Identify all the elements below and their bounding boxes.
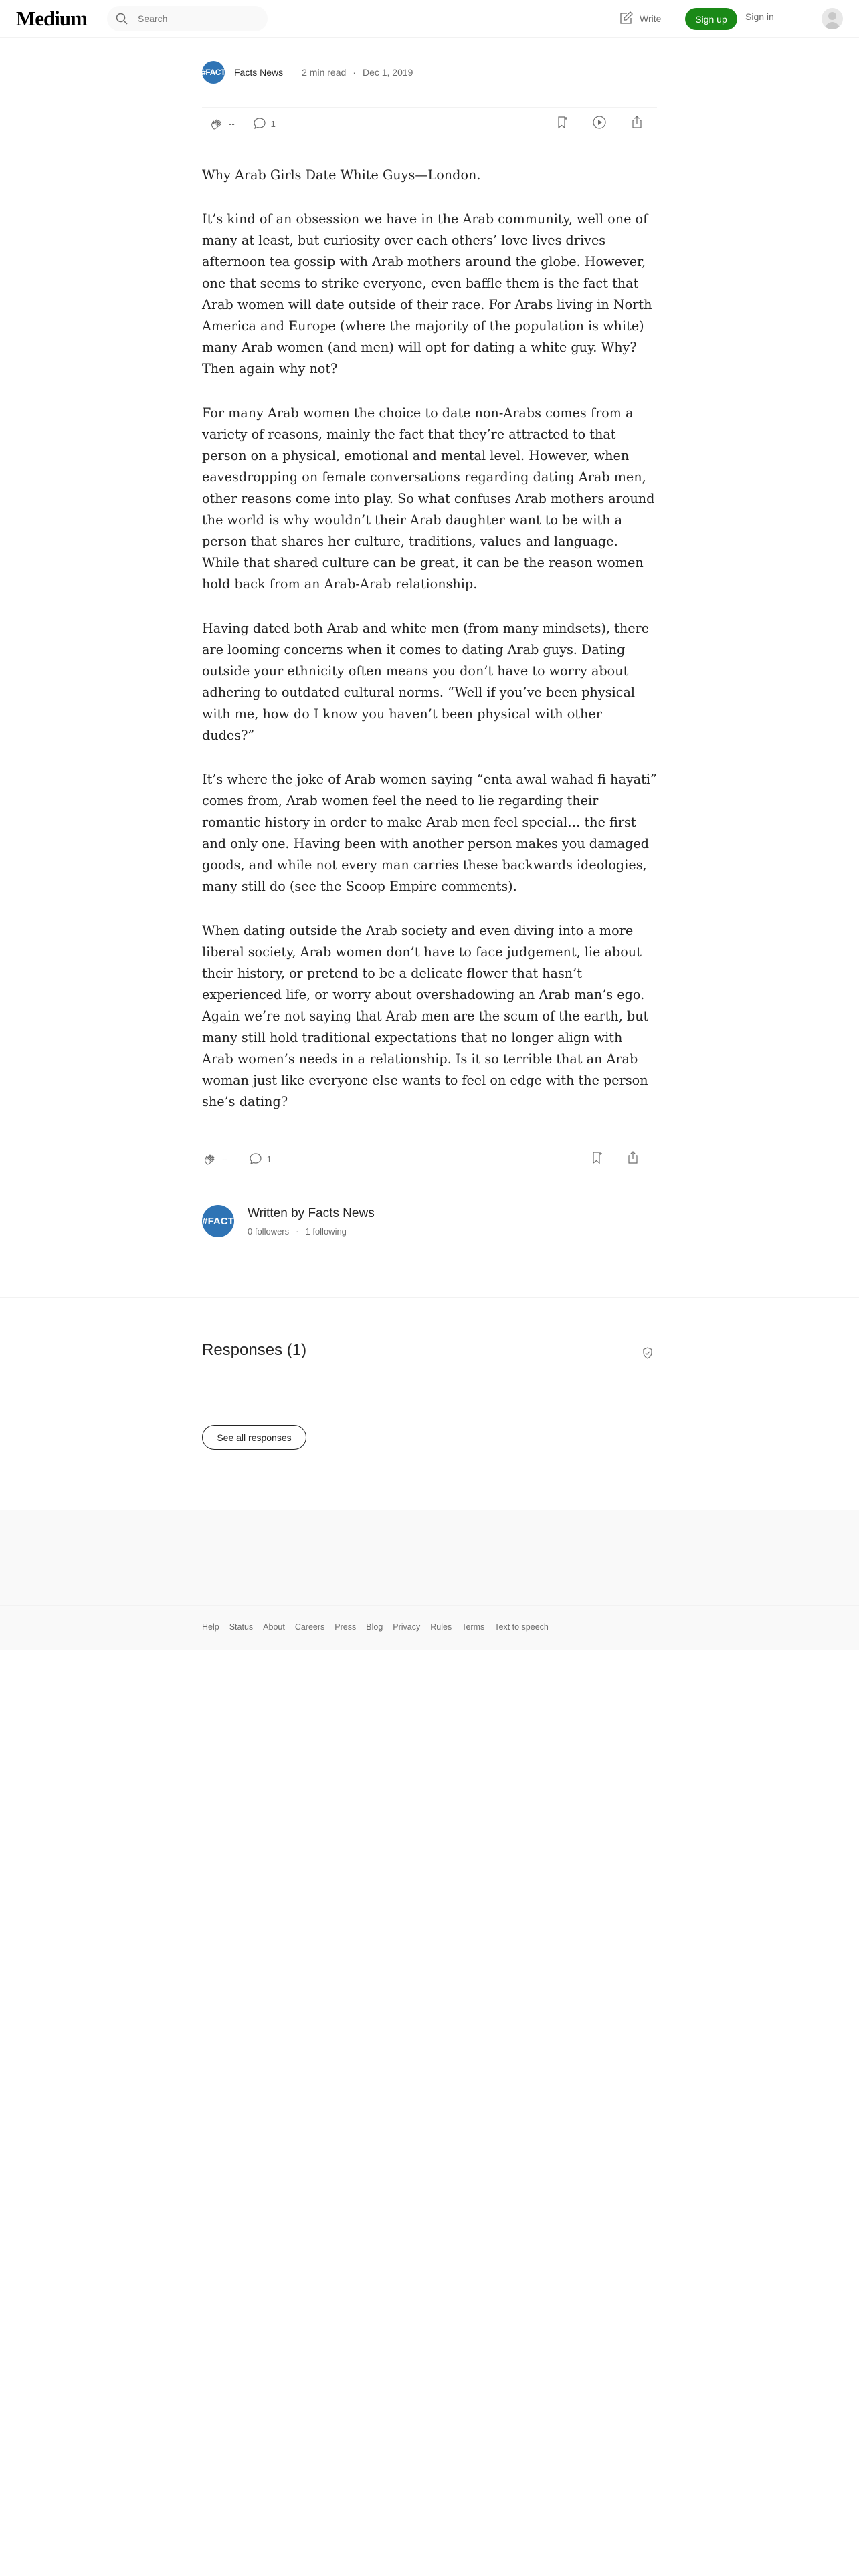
clap-icon [209, 116, 225, 132]
right-actions [554, 114, 645, 134]
author-avatar[interactable]: #FACT [202, 61, 225, 84]
footer [0, 1605, 859, 1650]
article-paragraph: Why Arab Girls Date White Guys—London. [202, 167, 481, 183]
article-paragraph: Having dated both Arab and white men (from many mindsets), there are looming concerns when it comes to dating Arab guys. Dating outside your ethnicity often means you don’t have to worry about adhering to outdated cultural norms. “Well if you’ve been physical with me, how do I know you haven’t been physical with other dudes?” [202, 621, 650, 743]
article-paragraph: It’s where the joke of Arab women saying “enta awal wahad fi hayati” comes from, Arab women feel the need to lie regarding their romantic history in order to make Arab men feel special… the first and only one. Having been with another person makes you damaged goods, and while not every man carries these backwards ideologies, many still do (see the Scoop Empire comments). [202, 772, 657, 894]
see-all-responses-button[interactable]: See all responses [202, 1425, 306, 1450]
author-stats [248, 1226, 375, 1237]
article-paragraph: When dating outside the Arab society and even diving into a more liberal society, Arab women don’t have to face judgement, lie about their history, or pretend to be a delicate flower that hasn’t experienced life, or worry about overshadowing an Arab man’s ego. Again we’re not saying that Arab men are the scum of the earth, but many still hold traditional expectations that no longer align with Arab women’s needs in a relationship. Is it so terrible that an Arab woman just like everyone else wants to feel on edge with the person she’s dating? [202, 923, 649, 1109]
comment-icon [252, 116, 267, 131]
footer-link-press[interactable]: Press [335, 1622, 357, 1632]
footer-link-help[interactable]: Help [202, 1622, 219, 1632]
write-label: Write [640, 13, 662, 24]
footer-link-about[interactable]: About [263, 1622, 285, 1632]
responses-title: Responses (1) [202, 1341, 307, 1359]
write-icon [618, 10, 634, 28]
following-count[interactable]: 1 following [305, 1226, 347, 1237]
share-icon[interactable] [629, 114, 645, 134]
stats-separator: · [296, 1226, 299, 1237]
clap-button[interactable] [209, 116, 235, 132]
followers-count[interactable]: 0 followers [248, 1226, 290, 1237]
responses-button-bottom[interactable] [248, 1152, 272, 1166]
footer-link-text-to-speech[interactable]: Text to speech [494, 1622, 549, 1632]
bookmark-icon[interactable] [554, 114, 570, 134]
clap-icon [202, 1151, 218, 1167]
clap-button-bottom[interactable] [202, 1151, 228, 1167]
article-paragraph: It’s kind of an obsession we have in the Arab community, well one of many at least, but curiosity over each others’ love lives drives afternoon tea gossip with Arab mothers around the globe. However, one that seems to strike everyone, even baffle them is the fact that Arab women will date outside of their race. For Arabs living in North America and Europe (where the majority of the population is white) many Arab women (and men) will opt for dating a white guy. Why? Then again why not? [202, 211, 652, 377]
responses-section [0, 1297, 859, 1511]
article-body [202, 165, 657, 1136]
responses-button[interactable] [252, 116, 276, 131]
footer-link-rules[interactable]: Rules [430, 1622, 452, 1632]
footer-link-privacy[interactable]: Privacy [393, 1622, 421, 1632]
listen-play-icon[interactable] [591, 114, 607, 134]
search-icon [115, 12, 128, 25]
responses-count: 1 [270, 118, 276, 129]
medium-logo[interactable]: Medium [16, 7, 87, 30]
write-button[interactable] [618, 10, 661, 27]
top-navigation-bar [0, 0, 859, 38]
responses-count: 1 [266, 1154, 272, 1164]
meta-separator: · [353, 67, 356, 78]
written-by-info [248, 1206, 375, 1237]
bookmark-icon[interactable] [589, 1150, 605, 1169]
clap-count: -- [222, 1154, 228, 1164]
clap-count: -- [229, 118, 235, 129]
user-avatar-icon[interactable] [822, 8, 843, 29]
article-meta [302, 67, 413, 78]
read-time: 2 min read [302, 67, 347, 78]
search-input[interactable] [138, 6, 258, 31]
publish-date: Dec 1, 2019 [362, 67, 413, 78]
author-avatar-large[interactable]: #FACT [202, 1205, 234, 1237]
footer-link-status[interactable]: Status [229, 1622, 254, 1632]
written-by-title[interactable]: Written by Facts News [248, 1206, 375, 1220]
footer-link-terms[interactable]: Terms [462, 1622, 485, 1632]
written-by-section [202, 1205, 657, 1237]
bottom-right-actions [589, 1150, 641, 1169]
sign-in-link[interactable]: Sign in [745, 11, 774, 22]
footer-link-careers[interactable]: Careers [294, 1622, 325, 1632]
bottom-action-bar [202, 1142, 657, 1176]
article-paragraph: For many Arab women the choice to date non-Arabs comes from a variety of reasons, mainly the fact that they’re attracted to that person on a physical, emotional and mental level. However, when eavesdropping on female conversations regarding dating Arab men, other reasons come into play. So what confuses Arab mothers around the world is why wouldn’t their Arab daughter want to be with a person that shares her culture, traditions, values and language. While that shared culture can be great, it can be the reason women hold back from an Arab-Arab relationship. [202, 405, 655, 592]
footer-links [202, 1622, 549, 1632]
sign-up-button[interactable]: Sign up [685, 8, 737, 30]
search-box[interactable] [107, 6, 268, 31]
top-action-bar [202, 107, 657, 140]
comment-icon [248, 1152, 263, 1166]
share-icon[interactable] [625, 1150, 641, 1169]
author-row [202, 60, 657, 84]
footer-link-blog[interactable]: Blog [366, 1622, 383, 1632]
shield-icon[interactable] [641, 1346, 654, 1363]
author-name[interactable]: Facts News [234, 67, 284, 78]
